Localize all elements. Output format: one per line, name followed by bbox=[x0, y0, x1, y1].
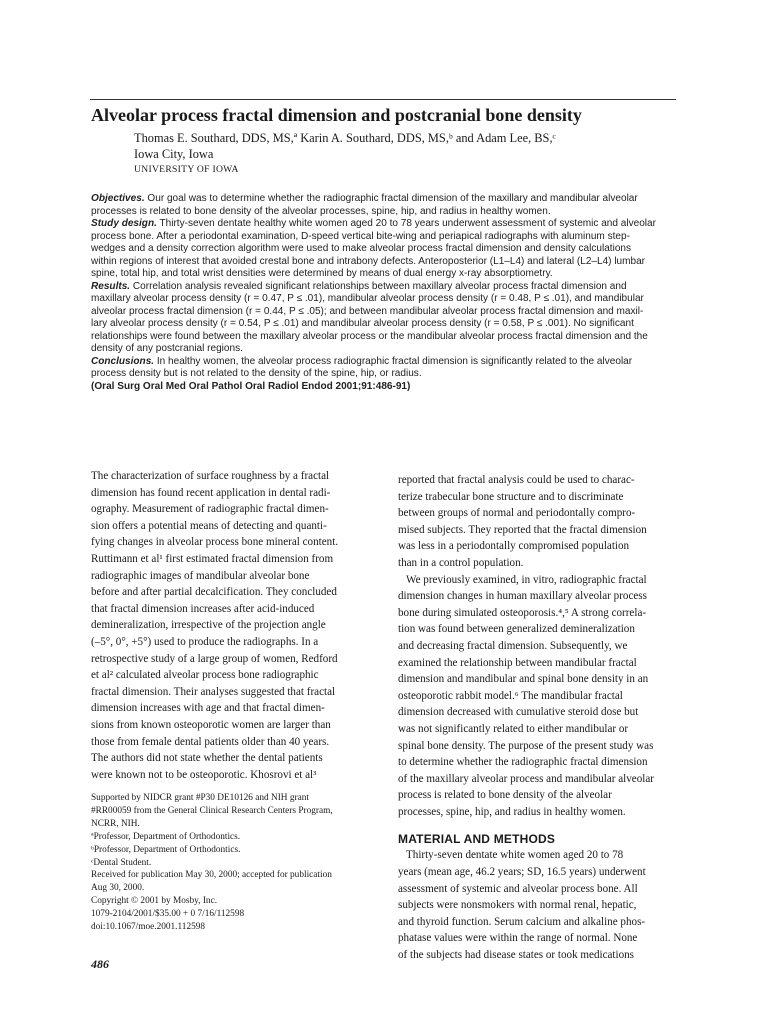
body-line: than in a control population. bbox=[398, 556, 524, 569]
footnote-line: ᵇProfessor, Department of Orthodontics. bbox=[91, 844, 241, 855]
abstract-line: Conclusions. In healthy women, the alveolar process radiographic fractal dimension is significantly related to the alveolar bbox=[91, 355, 633, 367]
abstract-line: process bone. After a periodontal examination, D-speed vertical bite-wing and periapical radiographs with aluminum step- bbox=[91, 230, 630, 242]
body-line: fractal dimension. Their analyses suggested that fractal bbox=[91, 685, 336, 698]
body-line: tion was found between generalized demineralization bbox=[398, 623, 635, 636]
body-line: demineralization, irrespective of the projection angle bbox=[91, 619, 326, 632]
body-line: years (mean age, 46.2 years; SD, 16.5 years) underwent bbox=[398, 866, 646, 879]
body-line: dimension increases with age and that fractal dimen- bbox=[91, 702, 325, 715]
footnote-line: Supported by NIDCR grant #P30 DE10126 and NIH grant bbox=[91, 793, 309, 803]
section-heading-methods: MATERIAL AND METHODS bbox=[398, 832, 556, 847]
body-line: and thyroid function. Serum calcium and alkaline phos- bbox=[398, 915, 646, 928]
body-line: mised subjects. They reported that the fractal dimension bbox=[398, 523, 647, 536]
footnote-line: NCRR, NIH. bbox=[91, 818, 140, 829]
footnote-line: doi:10.1067/moe.2001.112598 bbox=[91, 922, 206, 933]
body-line: was less in a periodontally compromised population bbox=[398, 540, 630, 553]
body-line: The characterization of surface roughness by a fractal bbox=[91, 470, 330, 482]
abstract-line: maxillary alveolar process density (r = 0.47, P ≤ .01), mandibular alveolar process density (r = 0.48, P ≤ .01), and mandibular bbox=[91, 293, 644, 304]
abstract-line: process density but is not related to the density of the spine, hip, or radius. bbox=[91, 368, 422, 379]
footnote-line: 1079-2104/2001/$35.00 + 0 7/16/112598 bbox=[91, 909, 245, 920]
body-line: process is related to bone density of the alveolar bbox=[398, 789, 612, 802]
study-design-heading: Study design. bbox=[91, 218, 157, 229]
abstract-line: wedges and a density correction algorithm were used to make alveolar process fractal dimension and density calculations bbox=[91, 243, 632, 254]
body-line: phatase values were within the range of normal. None bbox=[398, 932, 638, 945]
author-block bbox=[134, 130, 694, 177]
body-line: sion offers a potential means of detecting and quanti- bbox=[91, 519, 327, 532]
body-column-left bbox=[91, 468, 371, 783]
abstract-line: alveolar process fractal dimension (r = 0.44, P ≤ .05); and between mandibular alveolar process fractal dimension and maxil- bbox=[91, 305, 644, 317]
body-line: reported that fractal analysis could be used to charac- bbox=[398, 474, 635, 486]
body-line: terize trabecular bone structure and to discriminate bbox=[398, 490, 624, 503]
footnote-line: Received for publication May 30, 2000; accepted for publication bbox=[91, 870, 332, 881]
abstract bbox=[91, 193, 685, 393]
footnote-line: #RR00059 from the General Clinical Research Centers Program, bbox=[91, 805, 333, 816]
footnotes bbox=[91, 792, 381, 934]
body-line: of the maxillary alveolar process and mandibular alveolar bbox=[398, 772, 654, 785]
author-affiliation: UNIVERSITY OF IOWA bbox=[134, 164, 239, 175]
abstract-line: relationships were found between the maxillary alveolar process or the mandibular alveolar process fractal dimension and the bbox=[91, 330, 648, 342]
body-line: dimension changes in human maxillary alveolar process bbox=[398, 590, 647, 603]
abstract-line: Objectives. Our goal was to determine whether the radiographic fractal dimension of the maxillary and mandibular alveolar bbox=[91, 193, 638, 204]
body-line: sions from known osteoporotic women are larger than bbox=[91, 718, 331, 731]
header-rule bbox=[90, 99, 676, 100]
results-heading: Results. bbox=[91, 280, 131, 292]
body-line: et al² calculated alveolar process bone radiographic bbox=[91, 669, 319, 682]
author-list: Thomas E. Southard, DDS, MS,ª Karin A. Southard, DDS, MS,ᵇ and Adam Lee, BS,ᶜ bbox=[134, 131, 556, 145]
body-line: examined the relationship between mandibular fractal bbox=[398, 656, 637, 669]
article-title: Alveolar process fractal dimension and postcranial bone density bbox=[91, 105, 582, 125]
footnote-line: Aug 30, 2000. bbox=[91, 883, 145, 894]
footnote-line: ªProfessor, Department of Orthodontics. bbox=[91, 831, 241, 842]
body-line: We previously examined, in vitro, radiographic fractal bbox=[406, 573, 647, 586]
abstract-line: lary alveolar process density (r = 0.54, P ≤ .01) and mandibular alveolar process density (r = 0.58, P ≤ .001). No significant bbox=[91, 318, 634, 329]
body-line: Thirty-seven dentate white women aged 20 to 78 bbox=[406, 849, 624, 862]
body-line: Ruttimann et al¹ first estimated fractal dimension from bbox=[91, 552, 334, 565]
abstract-line: density of any postcranial regions. bbox=[91, 343, 243, 354]
body-line: dimension has found recent application in dental radi- bbox=[91, 486, 331, 499]
body-line: fying changes in alveolar process bone mineral content. bbox=[91, 536, 339, 549]
body-line: retrospective study of a large group of women, Redford bbox=[91, 652, 338, 665]
body-line: ography. Measurement of radiographic fractal dimen- bbox=[91, 503, 329, 516]
body-line: osteoporotic rabbit model.⁶ The mandibular fractal bbox=[398, 689, 623, 702]
body-line: to determine whether the radiographic fractal dimension bbox=[398, 756, 648, 769]
body-line: bone during simulated osteoporosis.⁴,⁵ A strong correla- bbox=[398, 606, 647, 619]
body-line: (–5°, 0°, +5°) used to produce the radiographs. In a bbox=[91, 635, 319, 648]
footnote-line: Copyright © 2001 by Mosby, Inc. bbox=[91, 896, 218, 907]
body-line: those from female dental patients older than 40 years. bbox=[91, 735, 330, 748]
journal-citation: (Oral Surg Oral Med Oral Pathol Oral Radiol Endod 2001;91:486-91) bbox=[91, 380, 411, 392]
body-line: was not significantly related to either mandibular or bbox=[398, 722, 629, 735]
body-line: were known not to be osteoporotic. Khosrovi et al³ bbox=[91, 768, 317, 781]
body-column-right bbox=[398, 472, 678, 964]
objectives-heading: Objectives. bbox=[91, 193, 145, 204]
abstract-line: Results. Correlation analysis revealed significant relationships between maxillary alveolar process fractal dimension and bbox=[91, 280, 627, 292]
abstract-line: spine, total hip, and total wrist densities were determined by means of dual energy x-ray absorptiometry. bbox=[91, 268, 553, 279]
abstract-line: Study design. Thirty-seven dentate healthy white women aged 20 to 78 years underwent assessment of systemic and alveolar bbox=[91, 218, 656, 229]
body-line: dimension and mandibular and spinal bone density in an bbox=[398, 673, 649, 686]
abstract-line: within regions of interest that avoided crestal bone and intrabony defects. Anteroposterior (L1–L4) and lateral (L2–L4) lumbar bbox=[91, 255, 646, 267]
body-line: that fractal dimension increases after acid-induced bbox=[91, 602, 315, 615]
conclusions-heading: Conclusions. bbox=[91, 355, 155, 367]
body-line: of the subjects had disease states or took medications bbox=[398, 949, 634, 962]
body-line: dimension decreased with cumulative steroid dose but bbox=[398, 706, 639, 719]
body-line: before and after partial decalcification. They concluded bbox=[91, 586, 337, 599]
body-line: between groups of normal and periodontally compro- bbox=[398, 507, 636, 520]
footnote-line: ᶜDental Student. bbox=[91, 857, 152, 868]
body-line: The authors did not state whether the dental patients bbox=[91, 752, 323, 765]
body-line: radiographic images of mandibular alveolar bone bbox=[91, 569, 310, 582]
body-line: and decreasing fractal dimension. Subsequently, we bbox=[398, 639, 628, 652]
body-line: spinal bone density. The purpose of the present study was bbox=[398, 739, 654, 752]
body-line: processes, spine, hip, and radius in healthy women. bbox=[398, 805, 626, 818]
body-line: assessment of systemic and alveolar process bone. All bbox=[398, 882, 638, 895]
body-line: subjects were nonsmokers with normal renal, hepatic, bbox=[398, 899, 637, 912]
abstract-line: processes is related to bone density of the alveolar processes, spine, hip, and radius in healthy women. bbox=[91, 205, 551, 217]
page-number: 486 bbox=[91, 957, 109, 971]
author-location: Iowa City, Iowa bbox=[134, 147, 214, 161]
